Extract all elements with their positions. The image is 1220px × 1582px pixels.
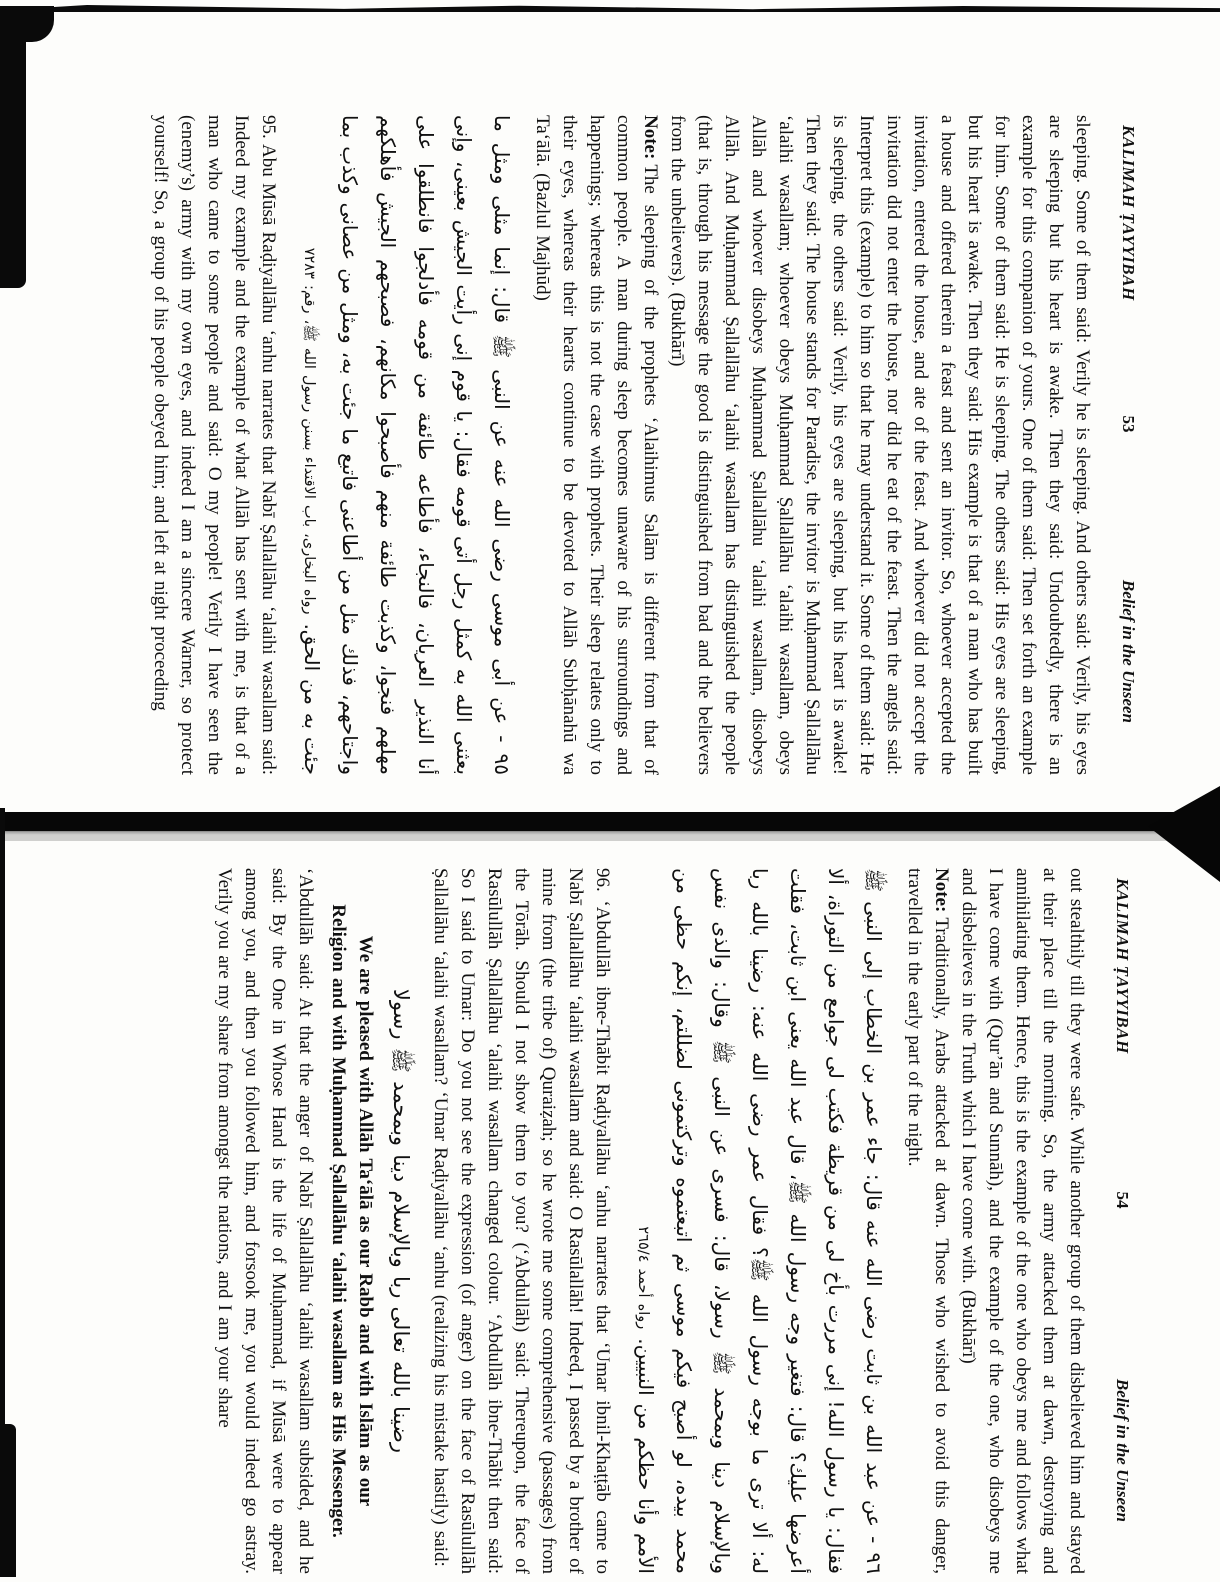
hadith-95-arabic-text: ٩٥ - عن أبى موسى رضى الله عنه عن النبى ﷺ قال: إنما مثلى ومثل ما بعثنى الله به كمثل رجل أتى قومه فقال: يا قوم إنى رأيت الجيش بعينى، وإنى أنا النذير العريان، فالنجاء، فأطاعه طائفة من قومه فأدلجوا فانطلقوا على مهلهم فنجوا، وكذبت طائفة منهم فأصبحوا مكانهم، فصبحهم الجيش فأهلكهم واجتاحهم، فذلك مثل من أطاعنى فاتبع ما جئت به، ومثل من عصانى وكذب بما جئت به من الحق. [300, 115, 514, 775]
note-label: Note: [931, 868, 952, 913]
declaration-arabic: رضينا بالله تعالى ربا وبالإسلام دينا وبمحمد ﷺ رسولا [389, 988, 413, 1454]
note-text: Traditionally, Arabs attacked at dawn. Those who wished to avoid this danger, travelled in the early part of the night. [904, 868, 952, 1574]
section-title: Belief in the Unseen [1119, 579, 1138, 723]
page-53-content [98, 115, 1140, 775]
page-54-body [211, 868, 1090, 1574]
scan-bottom-left-shadow [0, 1424, 16, 1577]
note-paragraph [529, 115, 664, 775]
hadith-95-arabic [290, 115, 521, 775]
page-54 [86, 868, 1134, 1574]
scan-left-edge-shadow [0, 20, 26, 288]
page-number: 53 [1119, 415, 1138, 433]
book-title: KALIMAH ṬAYYIBAH [1113, 878, 1132, 1054]
page-gutter-fuzz [0, 833, 1220, 841]
hadith-95-translation: 95. Abu Mūsā Raḍiyallāhu ‘anhu narrates that Nabī Ṣallallāhu ‘alaihi wasallam said: Indeed my example and the example of what Allāh has sent with me, is that of a man who came to some people and said: O my people! Verily I have seen the (enemy’s) army with my own eyes, and indeed I am a sincere Warner, so protect yourself! So, a group of his people obeyed him; and left at night proceeding [150, 115, 279, 775]
hadith-96-arabic [624, 868, 893, 1574]
hadith-96-reference: رواه أحمد ٢٦٥/٤ [635, 1226, 651, 1330]
note-text: The sleeping of the prophets ‘Alaihimus Salām is different from that of common people. A man during sleep becomes unaware of his surroundings and happenings; whereas this is not the case with prophets. Their sleep relates only to their eyes, whereas their hearts continue to be devoted to Allāh Subḥānahū wa Ta‘ālā. (Bazlul Majhūd) [532, 115, 661, 775]
closing-paragraph: ‘Abdullāh said: At that the anger of Nabī Ṣallallāhu ‘alaihi wasallam subsided, and he said: By the One in Whose Hand is the life of Muḥammad, if Mūsā were to appear among you, and then you followed him, and forsook me, you would indeed go astray. Verily you are my share from amongst the nations, and I am your share [214, 868, 316, 1574]
hadith-95-reference: رواه البخارى، باب الاقتداء بسنن رسول الله ﷺ، رقم: ٧٢٨٣ [301, 247, 317, 615]
hadith-95-translation-continued: out stealthily till they were safe. While another group of them disbelieved him and stayed at their place till the morning. So, the army attacked them at dawn, destroying and annihilating them. Hence, this is the example of the one who obeys me and follows what I have come with (Qur’ān and Sunnāh), and the example of the one, who disobeys me and disbelieves in the Truth which I have come with. (Bukhārī) [958, 868, 1087, 1574]
page-53 [98, 115, 1140, 775]
hadith-94-translation-continued: sleeping. Some of them said: Verily he is sleeping. And others said: Verily, his eyes are sleeping but his heart is awake. Then they said: Undoubtedly, there is an example for this companion of yours. One of them said: Then set forth an example for him. Some of them said: He is sleeping. The others said: His eyes are sleeping, but his heart is awake. Then they said: His example is that of a man who has built a house and offered therein a feast and sent an invitor. So, whoever accepted the invitation, entered the house, and ate of the feast. And whoever did not accept the invitation did not enter the house, nor did he eat of the feast. Then the angels said: Interpret this (example) to him so that he may understand it. Some of them said: He is sleeping, the others said: Verily, his eyes are sleeping, but his heart is awake! Then they said: The house stands for Paradise, the invitor is Muḥammad Ṣallallāhu ‘alaihi wasallam; whoever obeys Muḥammad Ṣallallāhu ‘alaihi wasallam, obeys Allāh and whoever disobeys Muḥammad Ṣallallāhu ‘alaihi wasallam, disobeys Allāh. And Muḥammad Ṣallallāhu ‘alaihi wasallam has distinguished the people (that is, through his message the good is distinguished from bad and the believers from the unbelievers). (Bukhārī) [667, 115, 1093, 775]
declaration-english: We are pleased with Allāh Ta‘ālā as our Rabb and with Islām as our Religion and with Muḥammad Ṣallallāhu ‘alaihi wasallam as His Messenger. [328, 904, 376, 1538]
page-curl-shadow [1148, 786, 1220, 882]
section-title: Belief in the Unseen [1113, 1378, 1132, 1522]
note-paragraph [901, 868, 955, 1574]
page-53-running-head [1118, 115, 1140, 775]
page-number: 54 [1113, 1191, 1132, 1209]
hadith-96-translation: 96. ‘Abdullāh ibne-Thābit Raḍiyallāhu ‘anhu narrates that ‘Umar ibnil-Khaṭṭāb came to Nabī Ṣallallāhu ‘alaihi wasallam and said: O Rasūlallāh! Indeed, I passed by a brother of mine from (the tribe of) Quraiẓah; so he wrote me some comprehensive (passages) from the Tōrāh. Should I not show them to you? (‘Abdullāh) said: Thereupon, the face of Rasūlullāh Ṣallallāhu ‘alaihi wasallam changed colour. ‘Abdullāh ibne-Thābit then said: So I said to Umar: Do you not see the expression (of anger) on the face of Rasūlullāh Ṣallallāhu ‘alaihi wasallam? ‘Umar Raḍiyallāhu ‘anhu (realizing his mistake hastily) said: [430, 868, 613, 1574]
page-gutter-shadow [0, 812, 1220, 831]
scan-top-edge [52, 5, 1220, 12]
note-label: Note: [640, 115, 661, 160]
book-title: KALIMAH ṬAYYIBAH [1119, 125, 1138, 301]
scan-left-edge-line [0, 808, 5, 1430]
hadith-96-arabic-text: ٩٦ - عن عبد الله بن ثابت رضى الله عنه قال: جاء عمر بن الخطاب إلى النبى ﷺ فقال: يا رسول الله! إنى مررت بأخ لى من قريظة فكتب لى جوامع من التوراة، ألا أعرضها عليك؟ قال: فتغير وجه رسول الله ﷺ، قال عبد الله يعنى ابن ثابت، فقلت له: ألا ترى ما بوجه رسول الله ﷺ؟ فقال عمر رضى الله عنه: رضينا بالله ربا وبالإسلام دينا وبمحمد ﷺ رسولا، قال: فسرى عن النبى ﷺ وقال: والذى نفس محمد بيده، لو أصبح فيكم موسى ثم اتبعتموه وتركتمونى لضللتم، إنكم حظى من الأمم وأنا حظكم من النبيين. [634, 868, 886, 1574]
page-53-body [147, 115, 1096, 775]
page-54-running-head [1112, 868, 1134, 1574]
page-54-content [86, 868, 1134, 1574]
